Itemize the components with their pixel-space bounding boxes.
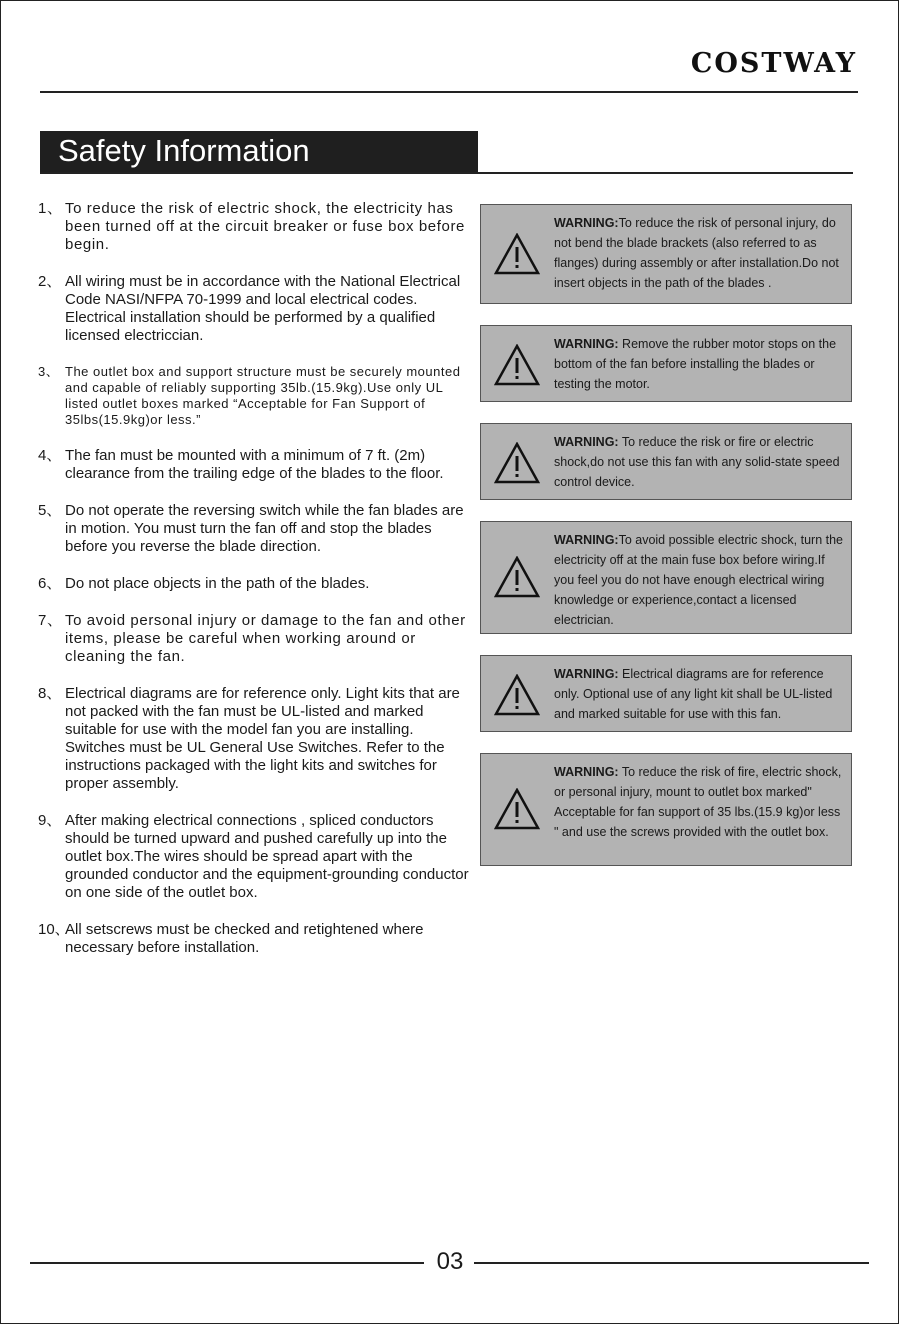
brand-logo: COSTWAY (690, 48, 857, 79)
warning-triangle-icon (494, 233, 540, 275)
safety-item-2: 2、 All wiring must be in accordance with the National Electrical Code NASI/NFPA 70-1999 and local electrical codes. Electrical installation should be performed by a qualified licensed electriccian. (38, 273, 461, 344)
warning-box-5 (480, 655, 852, 732)
warning-box-1 (480, 204, 852, 304)
warning-text: WARNING: Remove the rubber motor stops on the bottom of the fan before installing the blades or testing the motor. (554, 337, 837, 391)
section-title: Safety Information (58, 133, 310, 168)
page-number: 03 (436, 1248, 464, 1275)
warning-text: WARNING: To reduce the risk or fire or electric shock,do not use this fan with any solid-state speed control device. (554, 435, 840, 489)
safety-item-6: 6、 Do not place objects in the path of the blades. (38, 575, 370, 592)
warning-box-4 (480, 521, 852, 634)
safety-list (38, 200, 470, 976)
safety-item-9: 9、 After making electrical connections , spliced conductors should be turned upward and pushed carefully up into the outlet box.The wires should be spread apart with the grounded conductor and the equipment-grounding conductor on one side of the outlet box. (38, 812, 469, 901)
warning-triangle-icon (494, 442, 540, 484)
safety-item-5: 5、 Do not operate the reversing switch while the fan blades are in motion. You must turn the fan off and stop the blades before you reverse the blade direction. (38, 502, 464, 555)
warning-text: WARNING:To reduce the risk of personal injury, do not bend the blade brackets (also referred to as flanges) during assembly or after installation.Do not insert objects in the path of the blades . (554, 216, 839, 290)
warning-box-2 (480, 325, 852, 402)
warning-triangle-icon (494, 556, 540, 598)
safety-item-7: 7、 To avoid personal injury or damage to the fan and other items, please be careful when working around or cleaning the fan. (38, 612, 466, 665)
section-title-bar (40, 131, 478, 173)
safety-item-10: 10、 All setscrews must be checked and retightened where necessary before installation. (38, 921, 424, 956)
warning-text: WARNING: Electrical diagrams are for reference only. Optional use of any light kit shall be UL-listed and marked suitable for use with this fan. (554, 667, 833, 721)
warning-text: WARNING:To avoid possible electric shock, turn the electricity off at the main fuse box before wiring.If you feel you do not have enough electrical wiring knowledge or experience,contact a licensed electrician. (554, 533, 843, 627)
warning-triangle-icon (494, 674, 540, 716)
warning-triangle-icon (494, 344, 540, 386)
safety-item-4: 4、 The fan must be mounted with a minimum of 7 ft. (2m) clearance from the trailing edge of the blades to the floor. (38, 447, 444, 482)
safety-item-3: 3、 The outlet box and support structure must be securely mounted and capable of reliably supporting 35lb.(15.9kg).Use only UL listed outlet boxes marked “Acceptable for Fan Support of 35lbs(15.9kg)or less.” (38, 364, 461, 427)
header-rule (40, 91, 858, 93)
warning-text: WARNING: To reduce the risk of fire, electric shock, or personal injury, mount to outlet box marked" Acceptable for fan support of 35 lbs.(15.9 kg)or less " and use the screws provided with the outlet box. (554, 765, 842, 839)
warning-box-6 (480, 753, 852, 866)
safety-item-1: 1、 To reduce the risk of electric shock, the electricity has been turned off at the circuit breaker or fuse box before begin. (38, 200, 465, 253)
footer-rule-right (474, 1262, 869, 1264)
warning-triangle-icon (494, 788, 540, 830)
title-rule (40, 172, 853, 174)
safety-item-8: 8、 Electrical diagrams are for reference only. Light kits that are not packed with the fan must be UL-listed and marked suitable for use with the model fan you are installing. Switches must be UL General Use Switches. Refer to the instructions packaged with the light kits and switches for proper assembly. (38, 685, 460, 792)
warning-box-3 (480, 423, 852, 500)
footer-rule-left (30, 1262, 424, 1264)
